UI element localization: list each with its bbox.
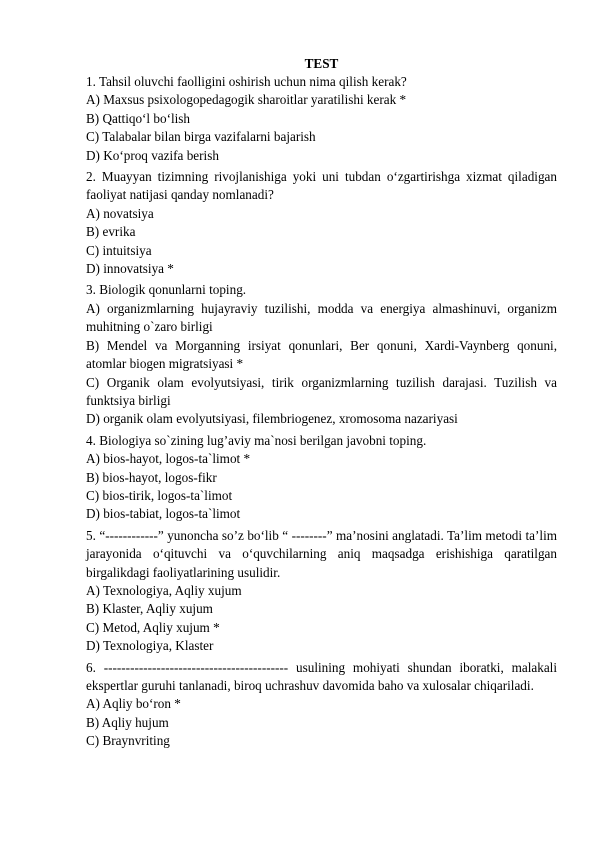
answer-option: B) Klaster, Aqliy xujum xyxy=(86,601,213,617)
answer-option: A) Aqliy bo‘ron * xyxy=(86,696,181,712)
answer-option: C) Talabalar bilan birga vazifalarni bajarish xyxy=(86,129,316,145)
question-1 xyxy=(86,73,557,165)
question-text: 2. Muayyan tizimning rivojlanishiga yoki uni tubdan o‘zgartirishga xizmat qiladigan faoliyat natijasi qanday nomlanadi? xyxy=(86,169,557,203)
answer-option: B) Mendel va Morganning irsiyat qonunlari, Ber qonuni, Xardi-Vaynberg qonuni, atomlar biogen migratsiyasi * xyxy=(86,337,557,372)
answer-option: C) Metod, Aqliy xujum * xyxy=(86,619,220,635)
document-page xyxy=(86,55,557,754)
answer-option: D) Ko‘proq vazifa berish xyxy=(86,147,219,163)
answer-option: A) Texnologiya, Aqliy xujum xyxy=(86,582,242,598)
answer-option: D) bios-tabiat, logos-ta`limot xyxy=(86,506,241,522)
answer-option: D) organik olam evolyutsiyasi, filembriogenez, xromosoma nazariyasi xyxy=(86,411,458,427)
answer-option: C) bios-tirik, logos-ta`limot xyxy=(86,487,233,503)
question-text: 3. Biologik qonunlarni toping. xyxy=(86,282,247,298)
question-4 xyxy=(86,432,557,524)
answer-option: D) Texnologiya, Klaster xyxy=(86,638,214,654)
answer-option: A) Maxsus psixologopedagogik sharoitlar yaratilishi kerak * xyxy=(86,92,407,108)
answer-option: A) organizmlarning hujayraviy tuzilishi, modda va energiya almashinuvi, organizm muhitning o`zaro birligi xyxy=(86,300,557,335)
question-5 xyxy=(86,527,557,656)
answer-option: C) intuitsiya xyxy=(86,242,152,258)
document-title: TEST xyxy=(304,56,339,71)
question-text: 6. ------------------------------------------ usulining mohiyati shundan iboratki, malakali ekspertlar guruhi tanlanadi, biroq uchrashuv davomida baho va xulosalar chiqariladi. xyxy=(86,659,557,693)
question-2 xyxy=(86,168,557,278)
question-text: 4. Biologiya so`zining lug’aviy ma`nosi berilgan javobni toping. xyxy=(86,432,427,448)
answer-option: C) Braynvriting xyxy=(86,733,170,749)
answer-option: D) innovatsiya * xyxy=(86,261,174,277)
answer-option: A) bios-hayot, logos-ta`limot * xyxy=(86,451,251,467)
answer-option: C) Organik olam evolyutsiyasi, tirik organizmlarning tuzilish darajasi. Tuzilish va funktsiya birligi xyxy=(86,374,557,408)
answer-option: A) novatsiya xyxy=(86,205,154,221)
question-6 xyxy=(86,659,557,751)
question-3 xyxy=(86,281,557,428)
question-text: 1. Tahsil oluvchi faolligini oshirish uchun nima qilish kerak? xyxy=(86,74,407,89)
question-text: 5. “------------” yunoncha so’z bo‘lib “ --------” ma’nosini anglatadi. Ta’lim metodi ta’lim jarayonida o‘qituvchi va o‘quvchilarning aniq maqsadga erishishiga qaratilgan birgalikdagi faoliyatlarining usulidir. xyxy=(86,527,557,580)
answer-option: B) bios-hayot, logos-fikr xyxy=(86,469,217,485)
answer-option: B) Aqliy hujum xyxy=(86,714,169,730)
answer-option: B) evrika xyxy=(86,224,136,240)
answer-option: B) Qattiqo‘l bo‘lish xyxy=(86,110,191,126)
